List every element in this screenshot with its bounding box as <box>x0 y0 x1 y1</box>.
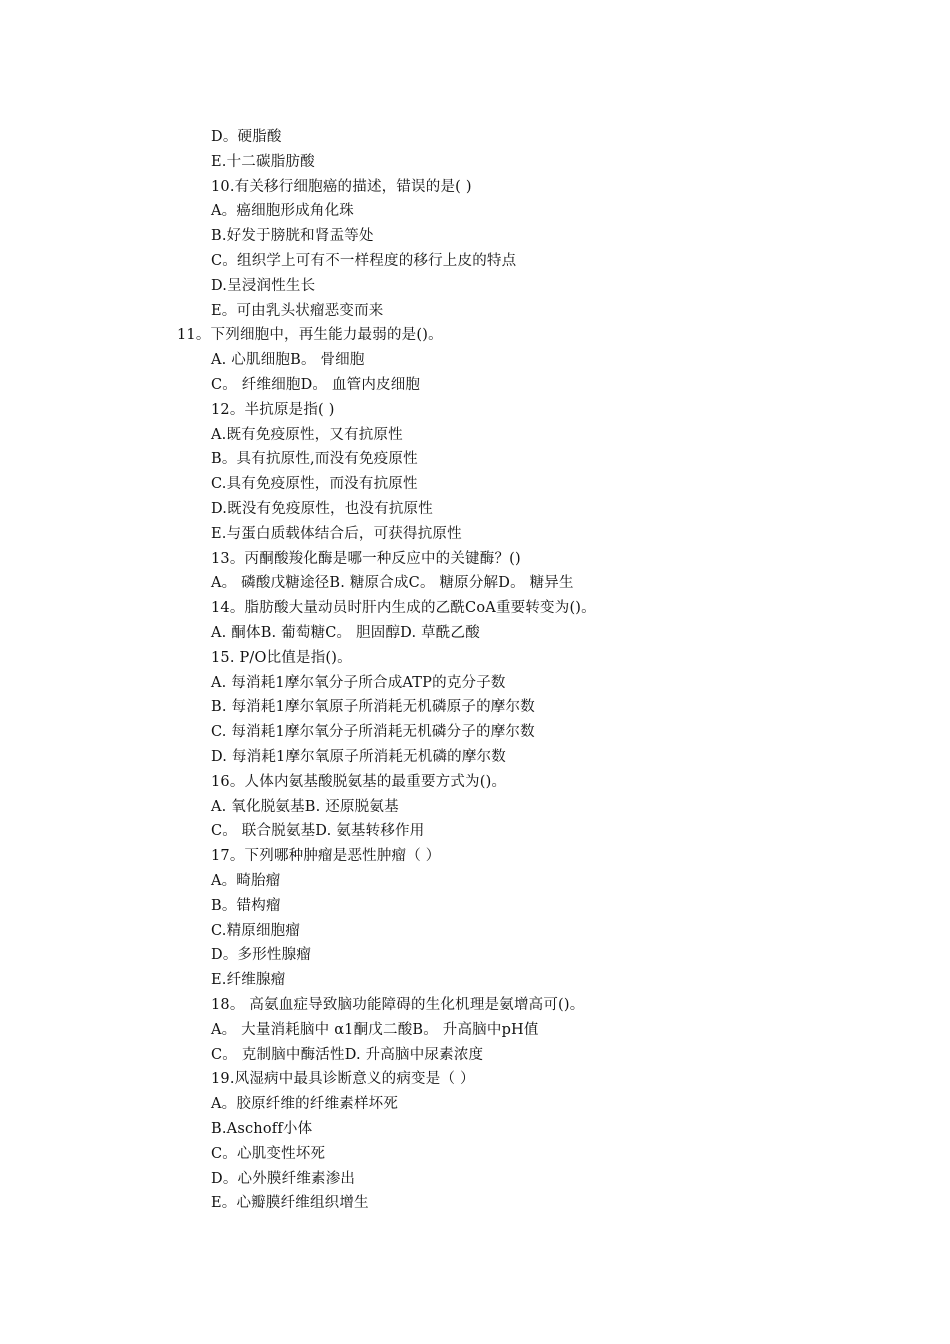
text-line: A。 大量消耗脑中 α1酮戊二酸B。 升高脑中pH值 <box>211 1022 539 1038</box>
text-line: E.纤维腺瘤 <box>211 972 286 988</box>
text-line: B.好发于膀胱和肾盂等处 <box>211 228 374 244</box>
text-line: 12。半抗原是指( ) <box>211 402 335 418</box>
text-line: E.与蛋白质载体结合后，可获得抗原性 <box>211 526 462 542</box>
text-line: 13。丙酮酸羧化酶是哪一种反应中的关键酶？() <box>211 551 521 567</box>
text-line: 15. P/O比值是指()。 <box>211 650 352 666</box>
text-line: C。组织学上可有不一样程度的移行上皮的特点 <box>211 253 517 269</box>
text-line: C。 纤维细胞D。 血管内皮细胞 <box>211 377 421 393</box>
text-line: D. 每消耗1摩尔氧原子所消耗无机磷的摩尔数 <box>211 749 506 765</box>
text-line: C。 联合脱氨基D. 氨基转移作用 <box>211 823 425 839</box>
text-line: B。具有抗原性,而没有免疫原性 <box>211 451 418 467</box>
text-line: C. 每消耗1摩尔氧分子所消耗无机磷分子的摩尔数 <box>211 724 535 740</box>
text-line: E.十二碳脂肪酸 <box>211 154 315 170</box>
text-line: E。可由乳头状瘤恶变而来 <box>211 303 384 319</box>
text-line: B. 每消耗1摩尔氧原子所消耗无机磷原子的摩尔数 <box>211 699 535 715</box>
text-line: D。硬脂酸 <box>211 129 282 145</box>
text-line: C。 克制脑中酶活性D. 升高脑中尿素浓度 <box>211 1047 484 1063</box>
text-line: C.具有免疫原性，而没有抗原性 <box>211 476 418 492</box>
text-line: 14。脂肪酸大量动员时肝内生成的乙酰CoA重要转变为()。 <box>211 600 596 616</box>
text-line: A. 心肌细胞B。 骨细胞 <box>211 352 365 368</box>
text-line: A。胶原纤维的纤维素样坏死 <box>211 1096 399 1112</box>
text-line: D.呈浸润性生长 <box>211 278 316 294</box>
text-line: A. 酮体B. 葡萄糖C。 胆固醇D. 草酰乙酸 <box>211 625 480 641</box>
text-line: A.既有免疫原性，又有抗原性 <box>211 427 403 443</box>
text-line: B.Aschoff小体 <box>211 1121 313 1137</box>
text-line: 17。下列哪种肿瘤是恶性肿瘤（ ） <box>211 848 441 864</box>
text-line: D。多形性腺瘤 <box>211 947 312 963</box>
text-line: 19.风湿病中最具诊断意义的病变是（ ） <box>211 1071 475 1087</box>
text-line: E。心瓣膜纤维组织增生 <box>211 1195 369 1211</box>
text-line: B。错构瘤 <box>211 898 281 914</box>
text-line: A。畸胎瘤 <box>211 873 281 889</box>
text-line: C.精原细胞瘤 <box>211 923 301 939</box>
text-line: A. 每消耗1摩尔氧分子所合成ATP的克分子数 <box>211 675 506 691</box>
text-line: C。心肌变性坏死 <box>211 1146 326 1162</box>
text-line: 18。 高氨血症导致脑功能障碍的生化机理是氨增高可()。 <box>211 997 585 1013</box>
text-line: 16。人体内氨基酸脱氨基的最重要方式为()。 <box>211 774 507 790</box>
text-line: A。癌细胞形成角化珠 <box>211 203 354 219</box>
text-line: D.既没有免疫原性，也没有抗原性 <box>211 501 433 517</box>
text-line: A. 氧化脱氨基B. 还原脱氨基 <box>211 799 399 815</box>
text-line: A。 磷酸戊糖途径B. 糖原合成C。 糖原分解D。 糖异生 <box>211 575 574 591</box>
text-line: 10.有关移行细胞癌的描述，错误的是( ) <box>211 179 472 195</box>
text-line: D。心外膜纤维素渗出 <box>211 1171 356 1187</box>
text-line: 11。下列细胞中，再生能力最弱的是()。 <box>177 327 443 343</box>
